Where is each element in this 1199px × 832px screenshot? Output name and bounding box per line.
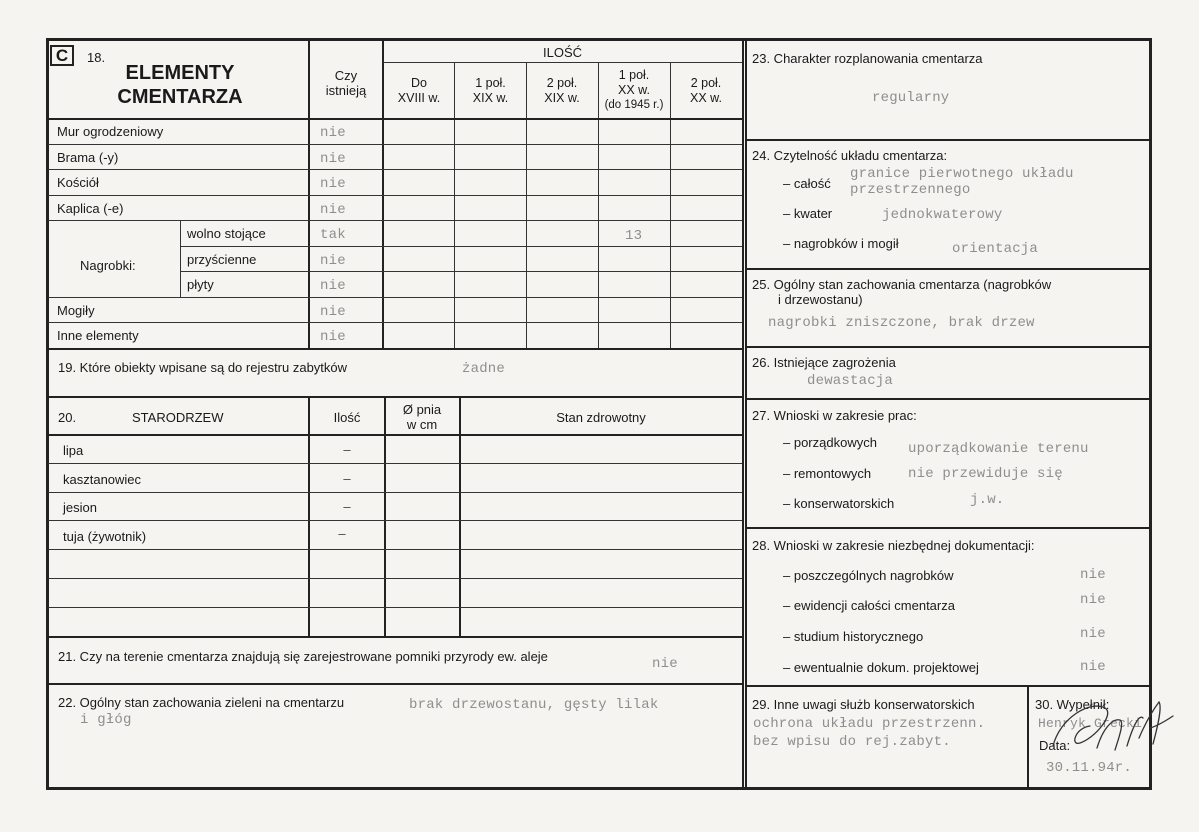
qty-col-4-line2: XX w.: [618, 83, 650, 97]
s24-nagrobkow-value: orientacja: [952, 241, 1039, 257]
signature: [1035, 688, 1175, 768]
s28-studium-label: – studium historycznego: [783, 629, 924, 644]
s28-projektowej-value: nie: [1080, 659, 1106, 675]
s21-value: nie: [652, 656, 678, 672]
s22-value-2: i głóg: [80, 712, 132, 728]
row-brama-label: Brama (-y): [57, 150, 119, 165]
s28-projektowej-label: – ewentualnie dokum. projektowej: [783, 660, 979, 675]
qty-col-4-line1: 1 poł.: [618, 68, 650, 82]
s27-konserwatorskich-value: j.w.: [970, 492, 1005, 508]
tree-lipa-qty: –: [343, 442, 351, 457]
s28-ewidencji-value: nie: [1080, 592, 1106, 608]
s24-kwater-label: – kwater: [783, 206, 833, 221]
row-mur-value: nie: [320, 125, 346, 141]
s30-date-value: 30.11.94r.: [1046, 760, 1133, 776]
section-18-title-1: ELEMENTY: [125, 62, 235, 84]
row-przyscienne-value: nie: [320, 253, 346, 269]
s24-label: 24. Czytelność układu cmentarza:: [752, 148, 948, 163]
s27-porzadkowych-label: – porządkowych: [783, 435, 877, 450]
s20-diam-header-2: w cm: [406, 417, 438, 432]
s20-title: STARODRZEW: [132, 410, 224, 425]
s26-label: 26. Istniejące zagrożenia: [752, 355, 896, 370]
section-18-number: 18.: [87, 50, 106, 65]
s30-label: 30. Wypełnił:: [1035, 697, 1110, 712]
s24-calosc-value-2: przestrzennego: [850, 182, 971, 198]
row-inne-label: Inne elementy: [57, 328, 139, 343]
s23-label: 23. Charakter rozplanowania cmentarza: [752, 51, 983, 66]
s19-value: żadne: [462, 361, 506, 377]
row-kaplica-label: Kaplica (-e): [57, 201, 124, 216]
row-inne-value: nie: [320, 329, 346, 345]
tree-tuja-qty: –: [338, 526, 346, 541]
s22-label: 22. Ogólny stan zachowania zieleni na cmentarzu: [58, 695, 345, 710]
s25-label-1: 25. Ogólny stan zachowania cmentarza (nagrobków: [752, 277, 1052, 292]
s29-label: 29. Inne uwagi służb konserwatorskich: [752, 697, 975, 712]
s27-porzadkowych-value: uporządkowanie terenu: [908, 441, 1089, 457]
tree-kasztanowiec-qty: –: [343, 471, 351, 486]
s20-qty-header: Ilość: [333, 410, 361, 425]
row-przyscienne-label: przyścienne: [187, 252, 257, 267]
tree-lipa-label: lipa: [63, 443, 84, 458]
tree-jesion-qty: –: [343, 499, 351, 514]
s28-studium-value: nie: [1080, 626, 1106, 642]
row-brama-value: nie: [320, 151, 346, 167]
qty-col-3-line2: XIX w.: [544, 91, 580, 105]
s30-name: Henryk Grecki: [1038, 716, 1143, 731]
s28-nagrobkow-label: – poszczególnych nagrobków: [783, 568, 954, 583]
s24-calosc-value-1: granice pierwotnego układu: [850, 166, 1074, 182]
s27-remontowych-label: – remontowych: [783, 466, 872, 481]
s23-value: regularny: [872, 90, 950, 106]
s25-label-2: i drzewostanu): [778, 292, 863, 307]
tree-tuja-label: tuja (żywotnik): [63, 529, 147, 544]
s30-date-label: Data:: [1039, 738, 1071, 753]
s22-value-1: brak drzewostanu, gęsty lilak: [409, 697, 659, 713]
tree-kasztanowiec-label: kasztanowiec: [63, 472, 142, 487]
s27-label: 27. Wnioski w zakresie prac:: [752, 408, 917, 423]
qty-col-4-line3: (do 1945 r.): [604, 99, 664, 111]
qty-col-3-line1: 2 poł.: [546, 76, 578, 90]
qty-col-1-line1: Do: [411, 76, 427, 90]
exists-col-header-1: Czy: [334, 68, 358, 83]
section-letter: C: [50, 45, 74, 66]
qty-col-2-line2: XIX w.: [472, 91, 509, 105]
s27-remontowych-value: nie przewiduje się: [908, 466, 1063, 482]
row-kaplica-value: nie: [320, 202, 346, 218]
row-plyty-value: nie: [320, 278, 346, 294]
s20-diam-header-1: Ø pnia: [402, 402, 442, 417]
row-wolno-label: wolno stojące: [187, 226, 266, 241]
row-mur-label: Mur ogrodzeniowy: [57, 124, 164, 139]
row-mogily-label: Mogiły: [57, 303, 95, 318]
s28-label: 28. Wnioski w zakresie niezbędnej dokumentacji:: [752, 538, 1035, 553]
tree-jesion-label: jesion: [63, 500, 97, 515]
section-18-title-2: CMENTARZA: [117, 86, 243, 108]
s29-value-2: bez wpisu do rej.zabyt.: [753, 734, 951, 750]
qty-col-5-line1: 2 poł.: [690, 76, 722, 90]
s24-nagrobkow-label: – nagrobków i mogił: [783, 236, 899, 251]
s24-calosc-label: – całość: [783, 176, 831, 191]
row-plyty-label: płyty: [187, 277, 214, 292]
s19-label: 19. Które obiekty wpisane są do rejestru zabytków: [58, 360, 348, 375]
s26-value: dewastacja: [807, 373, 894, 389]
s27-konserwatorskich-label: – konserwatorskich: [783, 496, 895, 511]
row-wolno-value: tak: [320, 227, 346, 243]
row-kosciol-label: Kościół: [57, 175, 99, 190]
exists-col-header-2: istnieją: [325, 83, 367, 98]
s21-label: 21. Czy na terenie cmentarza znajdują się zarejestrowane pomniki przyrody ew. aleje: [58, 649, 548, 664]
s28-nagrobkow-value: nie: [1080, 567, 1106, 583]
s20-number: 20.: [58, 410, 77, 425]
s20-health-header: Stan zdrowotny: [556, 410, 646, 425]
row-kosciol-value: nie: [320, 176, 346, 192]
s24-kwater-value: jednokwaterowy: [882, 207, 1003, 223]
row-nagrobki-label: Nagrobki:: [80, 258, 136, 273]
qty-header: ILOŚĆ: [542, 45, 582, 60]
s29-value-1: ochrona układu przestrzenn.: [753, 716, 986, 732]
row-mogily-value: nie: [320, 304, 346, 320]
wolno-qty-value: 13: [625, 228, 643, 244]
s28-ewidencji-label: – ewidencji całości cmentarza: [783, 598, 955, 613]
qty-col-2-line1: 1 poł.: [475, 76, 506, 90]
qty-col-5-line2: XX w.: [690, 91, 722, 105]
qty-col-1-line2: XVIII w.: [397, 91, 441, 105]
s25-value: nagrobki zniszczone, brak drzew: [768, 315, 1035, 331]
